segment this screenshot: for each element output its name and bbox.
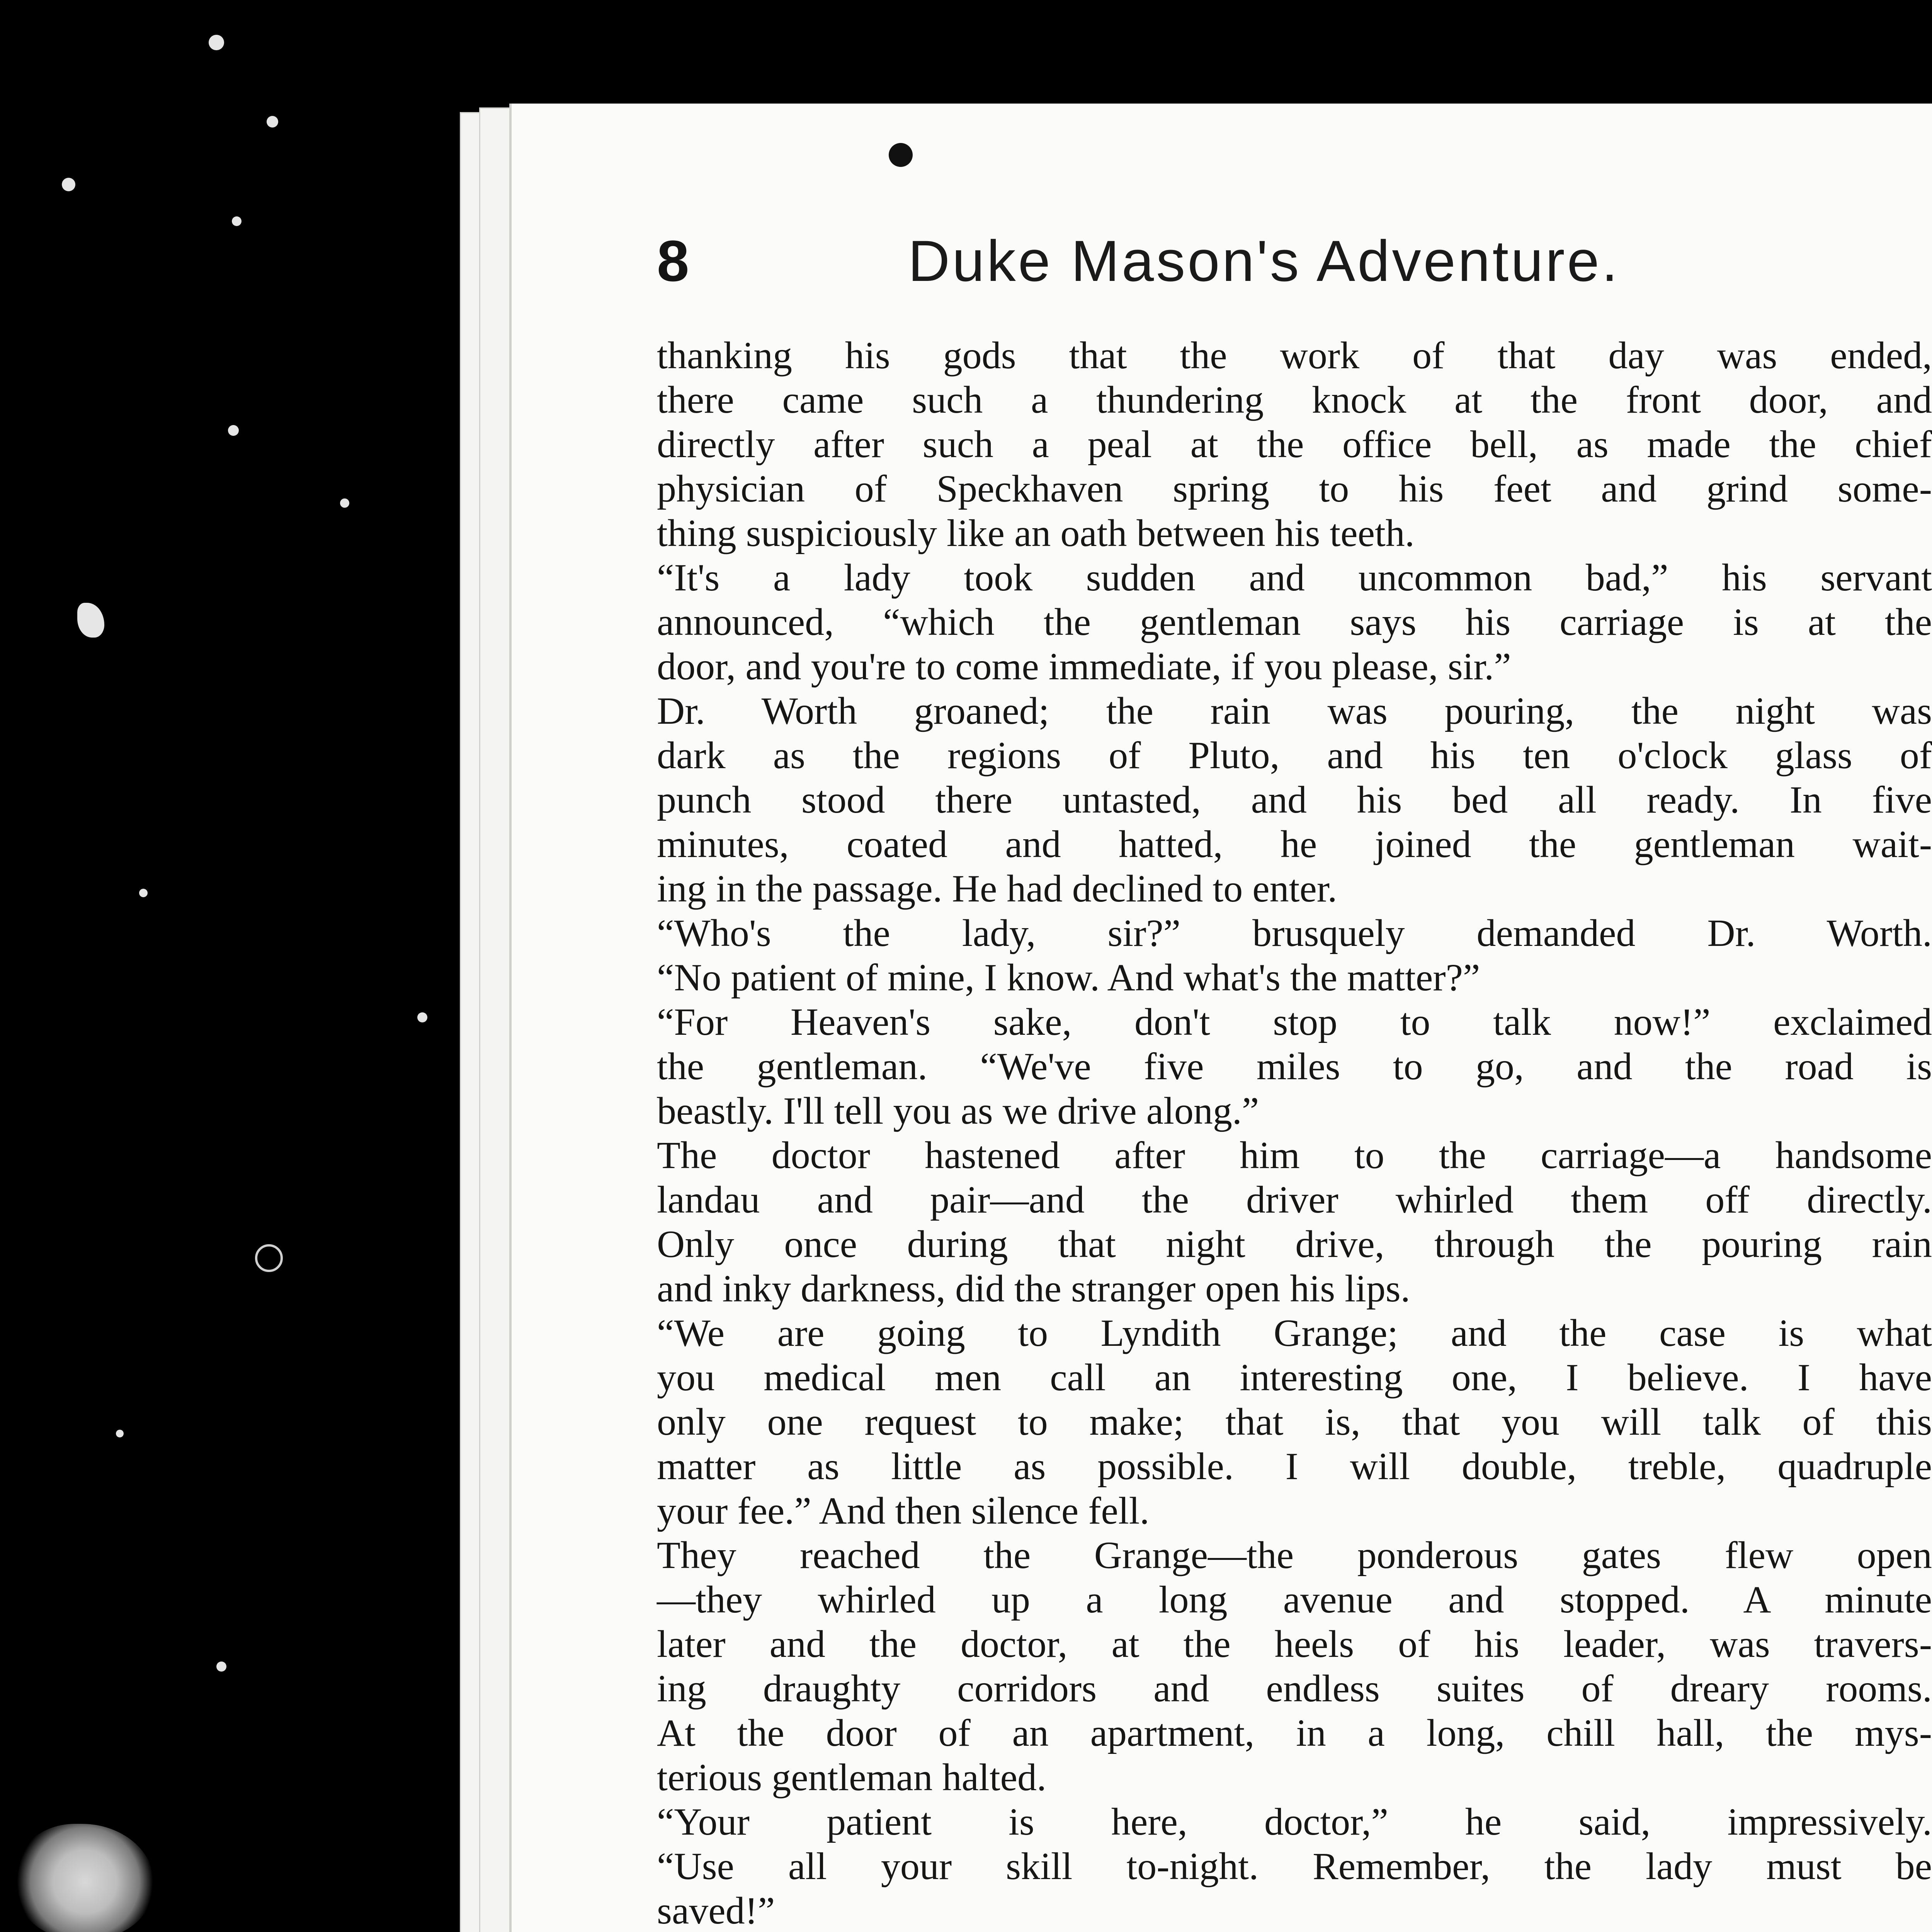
text-line: thing suspiciously like an oath between his teeth. bbox=[657, 512, 1415, 554]
text-line: and inky darkness, did the stranger open his lips. bbox=[657, 1267, 1410, 1310]
body-text bbox=[657, 333, 1932, 1932]
text-line: dark as the regions of Pluto, and his ten o'clock glass of bbox=[657, 734, 1932, 777]
dust-blob bbox=[15, 1824, 155, 1932]
text-line: announced, “which the gentleman says his carriage is at the bbox=[657, 600, 1932, 643]
text-line: thanking his gods that the work of that day was ended, bbox=[657, 334, 1932, 377]
dust-speck bbox=[77, 603, 104, 638]
text-line: ing in the passage. He had declined to enter. bbox=[657, 867, 1337, 910]
text-line: terious gentleman halted. bbox=[657, 1756, 1047, 1799]
dust-speck bbox=[340, 498, 349, 508]
text-line: “It's a lady took sudden and uncommon bad,” his servant bbox=[657, 556, 1932, 599]
text-line: “Who's the lady, sir?” brusquely demanded Dr. Worth. bbox=[657, 912, 1932, 954]
text-line: “For Heaven's sake, don't stop to talk now!” exclaimed bbox=[657, 1000, 1932, 1043]
text-line: minutes, coated and hatted, he joined the gentleman wait- bbox=[657, 823, 1932, 866]
page-header bbox=[657, 228, 1932, 301]
running-title: Duke Mason's Adventure. bbox=[908, 228, 1620, 293]
text-line: landau and pair—and the driver whirled them off directly. bbox=[657, 1178, 1932, 1221]
text-line: the gentleman. “We've five miles to go, and the road is bbox=[657, 1045, 1932, 1088]
dust-speck bbox=[62, 178, 75, 191]
text-line: Dr. Worth groaned; the rain was pouring, the night was bbox=[657, 689, 1932, 732]
text-line: physician of Speckhaven spring to his feet and grind some- bbox=[657, 467, 1932, 510]
text-line: matter as little as possible. I will double, treble, quadruple bbox=[657, 1445, 1932, 1488]
text-line: punch stood there untasted, and his bed all ready. In five bbox=[657, 778, 1932, 821]
text-line: later and the doctor, at the heels of his leader, was travers- bbox=[657, 1622, 1932, 1665]
dust-speck bbox=[417, 1012, 427, 1022]
text-line: “Use all your skill to-night. Remember, the lady must be bbox=[657, 1845, 1932, 1888]
text-line: directly after such a peal at the office bell, as made the chief bbox=[657, 423, 1932, 466]
dust-speck bbox=[139, 889, 148, 897]
text-line: ing draughty corridors and endless suites of dreary rooms. bbox=[657, 1667, 1932, 1710]
text-line: “No patient of mine, I know. And what's the matter?” bbox=[657, 956, 1480, 999]
text-line: Only once during that night drive, through the pouring rain bbox=[657, 1223, 1932, 1265]
text-line: At the door of an apartment, in a long, chill hall, the mys- bbox=[657, 1711, 1932, 1754]
text-line: your fee.” And then silence fell. bbox=[657, 1489, 1150, 1532]
dust-speck bbox=[267, 116, 278, 128]
text-line: you medical men call an interesting one, I believe. I have bbox=[657, 1356, 1932, 1399]
text-line: beastly. I'll tell you as we drive along.” bbox=[657, 1089, 1259, 1132]
text-line: “Your patient is here, doctor,” he said, impressively. bbox=[657, 1800, 1932, 1843]
dust-speck bbox=[116, 1430, 124, 1437]
dust-speck bbox=[209, 35, 224, 50]
dust-speck bbox=[255, 1244, 283, 1272]
dust-speck bbox=[216, 1662, 226, 1672]
page-number: 8 bbox=[657, 228, 689, 293]
binding-hole bbox=[889, 143, 913, 167]
text-line: They reached the Grange—the ponderous gates flew open bbox=[657, 1534, 1932, 1577]
text-line: door, and you're to come immediate, if you please, sir.” bbox=[657, 645, 1511, 688]
text-line: there came such a thundering knock at the front door, and bbox=[657, 378, 1932, 421]
dust-speck bbox=[232, 216, 242, 226]
text-line: “We are going to Lyndith Grange; and the case is what bbox=[657, 1311, 1932, 1354]
dust-speck bbox=[228, 425, 239, 436]
text-line: saved!” bbox=[657, 1889, 775, 1932]
text-line: —they whirled up a long avenue and stopped. A minute bbox=[657, 1578, 1932, 1621]
text-line: The doctor hastened after him to the carriage—a handsome bbox=[657, 1134, 1932, 1177]
text-line: only one request to make; that is, that you will talk of this bbox=[657, 1400, 1932, 1443]
